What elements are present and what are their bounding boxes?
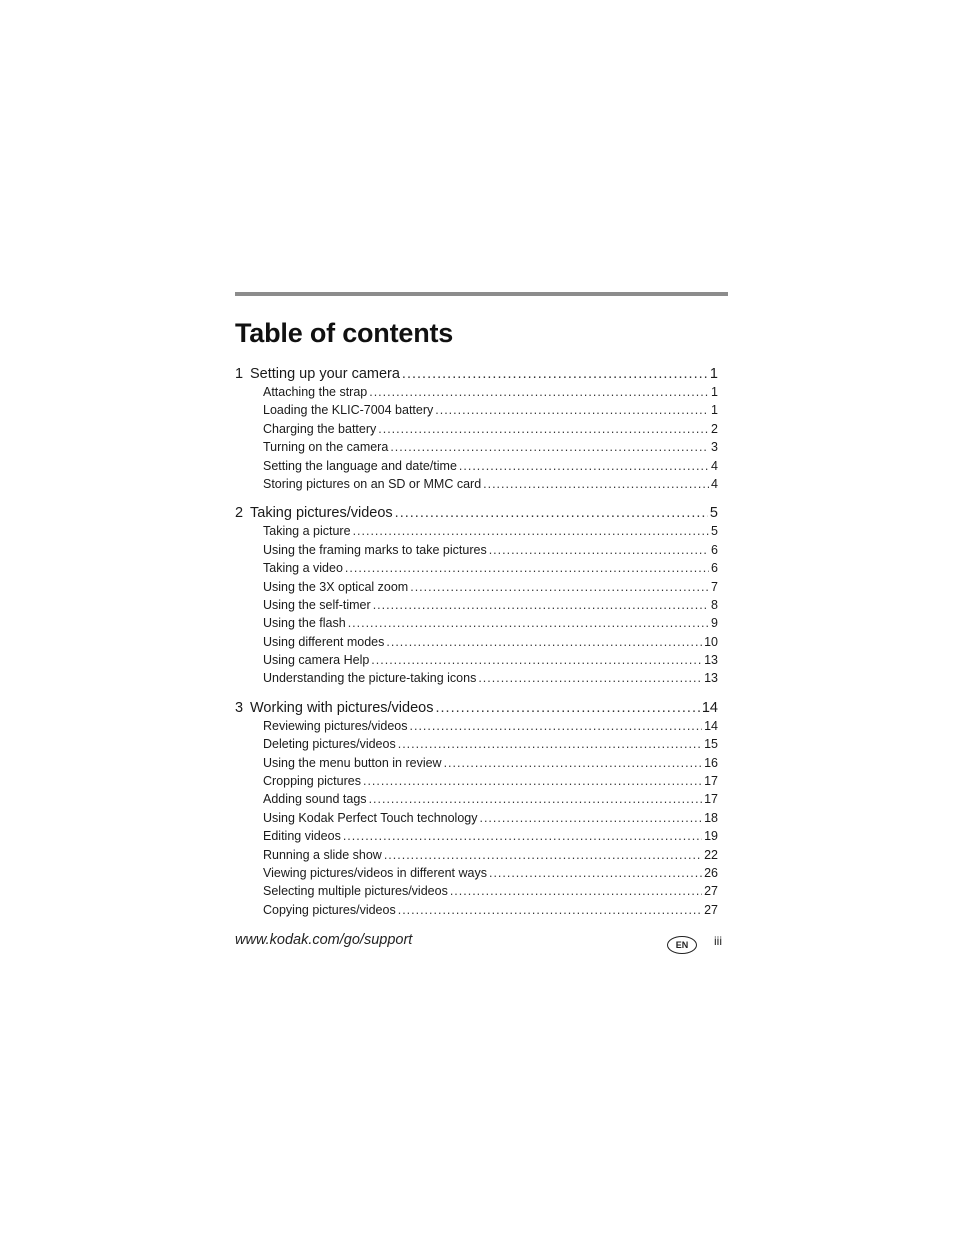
section-title: Selecting multiple pictures/videos [263, 884, 448, 899]
toc-section-entry[interactable] [235, 864, 718, 882]
dot-leader [384, 846, 702, 864]
dot-leader [378, 420, 709, 438]
section-page-number: 7 [711, 579, 718, 594]
toc-section-entry[interactable] [235, 614, 718, 632]
chapter-title: Taking pictures/videos [250, 505, 393, 522]
dot-leader [398, 901, 702, 919]
section-page-number: 26 [704, 865, 718, 880]
dot-leader [410, 717, 703, 735]
toc-chapter-entry[interactable] [235, 504, 718, 522]
section-title: Using the self-timer [263, 597, 371, 612]
section-title: Editing videos [263, 829, 341, 844]
section-title: Reviewing pictures/videos [263, 718, 408, 733]
toc-section-entry[interactable] [235, 457, 718, 475]
table-of-contents [235, 365, 718, 919]
toc-section-entry[interactable] [235, 541, 718, 559]
dot-leader [450, 882, 702, 900]
chapter-page-number: 5 [709, 505, 718, 522]
section-page-number: 22 [704, 847, 718, 862]
toc-section-entry[interactable] [235, 827, 718, 845]
section-page-number: 8 [711, 597, 718, 612]
dot-leader [410, 578, 709, 596]
top-divider [235, 292, 728, 296]
dot-leader [398, 735, 702, 753]
dot-leader [345, 559, 709, 577]
toc-chapter [235, 504, 718, 688]
toc-chapter-entry[interactable] [235, 699, 718, 717]
dot-leader [373, 596, 709, 614]
toc-section-entry[interactable] [235, 633, 718, 651]
section-title: Storing pictures on an SD or MMC card [263, 476, 482, 491]
chapter-number: 1 [235, 366, 244, 382]
section-title: Using different modes [263, 634, 385, 649]
toc-section-entry[interactable] [235, 901, 718, 919]
section-page-number: 13 [704, 671, 718, 686]
toc-section-entry[interactable] [235, 596, 718, 614]
section-title: Attaching the strap [263, 385, 368, 399]
dot-leader [363, 772, 702, 790]
section-title: Copying pictures/videos [263, 902, 396, 917]
section-title: Viewing pictures/videos in different ways [263, 865, 487, 880]
toc-section-entry[interactable] [235, 809, 718, 827]
section-page-number: 19 [704, 829, 718, 844]
dot-leader [478, 669, 702, 687]
toc-section-entry[interactable] [235, 772, 718, 790]
section-page-number: 1 [711, 403, 718, 418]
dot-leader [386, 633, 702, 651]
dot-leader [343, 827, 702, 845]
toc-section-entry[interactable] [235, 383, 718, 401]
toc-chapter-entry[interactable] [235, 365, 718, 383]
chapter-number: 3 [235, 699, 244, 716]
section-page-number: 18 [704, 810, 718, 825]
section-page-number: 13 [704, 653, 718, 668]
section-title: Running a slide show [263, 847, 382, 862]
section-page-number: 17 [704, 792, 718, 807]
toc-section-entry[interactable] [235, 438, 718, 456]
toc-section-entry[interactable] [235, 790, 718, 808]
dot-leader [348, 614, 709, 632]
section-title: Using Kodak Perfect Touch technology [263, 810, 478, 825]
section-title: Cropping pictures [263, 774, 361, 789]
dot-leader [489, 541, 709, 559]
section-page-number: 6 [711, 542, 718, 557]
dot-leader [435, 699, 699, 717]
support-url-link[interactable]: www.kodak.com/go/support [235, 932, 413, 948]
toc-section-entry[interactable] [235, 475, 718, 493]
dot-leader [371, 651, 702, 669]
dot-leader [395, 504, 708, 522]
toc-section-entry[interactable] [235, 559, 718, 577]
section-page-number: 14 [704, 718, 718, 733]
section-title: Taking a video [263, 561, 343, 576]
section-title: Using camera Help [263, 653, 370, 668]
toc-section-entry[interactable] [235, 669, 718, 687]
section-page-number: 10 [704, 634, 718, 649]
section-page-number: 15 [704, 737, 718, 752]
dot-leader [459, 457, 709, 475]
section-page-number: 4 [711, 458, 718, 473]
dot-leader [369, 383, 709, 401]
section-title: Adding sound tags [263, 792, 367, 807]
dot-leader [444, 754, 703, 772]
section-title: Using the flash [263, 616, 346, 631]
dot-leader [402, 365, 708, 383]
toc-section-entry[interactable] [235, 754, 718, 772]
dot-leader [479, 809, 702, 827]
toc-section-entry[interactable] [235, 882, 718, 900]
toc-section-entry[interactable] [235, 522, 718, 540]
toc-section-entry[interactable] [235, 578, 718, 596]
section-page-number: 17 [704, 774, 718, 789]
chapter-title: Setting up your camera [250, 366, 400, 382]
section-page-number: 16 [704, 755, 718, 770]
toc-chapter [235, 365, 718, 493]
toc-section-entry[interactable] [235, 651, 718, 669]
section-title: Turning on the camera [263, 440, 389, 455]
section-title: Using the framing marks to take pictures [263, 542, 487, 557]
section-page-number: 6 [711, 561, 718, 576]
section-title: Using the 3X optical zoom [263, 579, 409, 594]
section-title: Deleting pictures/videos [263, 737, 396, 752]
section-page-number: 27 [704, 884, 718, 899]
toc-section-entry[interactable] [235, 846, 718, 864]
chapter-title: Working with pictures/videos [250, 699, 434, 716]
dot-leader [390, 438, 709, 456]
toc-section-entry[interactable] [235, 717, 718, 735]
section-page-number: 5 [711, 524, 718, 539]
section-title: Taking a picture [263, 524, 351, 539]
page-number: iii [714, 934, 722, 948]
dot-leader [369, 790, 703, 808]
dot-leader [353, 522, 709, 540]
chapter-number: 2 [235, 505, 244, 522]
section-title: Using the menu button in review [263, 755, 442, 770]
toc-section-entry[interactable] [235, 420, 718, 438]
chapter-page-number: 1 [709, 366, 718, 382]
toc-section-entry[interactable] [235, 735, 718, 753]
section-page-number: 27 [704, 902, 718, 917]
dot-leader [435, 401, 709, 419]
chapter-page-number: 14 [701, 699, 718, 716]
dot-leader [489, 864, 702, 882]
page-footer [235, 932, 725, 956]
section-page-number: 9 [711, 616, 718, 631]
toc-chapter [235, 699, 718, 919]
section-title: Understanding the picture-taking icons [263, 671, 477, 686]
section-page-number: 2 [711, 421, 718, 436]
section-page-number: 1 [711, 385, 718, 399]
dot-leader [483, 475, 709, 493]
section-title: Setting the language and date/time [263, 458, 457, 473]
section-title: Charging the battery [263, 421, 377, 436]
section-page-number: 4 [711, 476, 718, 491]
toc-page [235, 292, 728, 930]
section-page-number: 3 [711, 440, 718, 455]
toc-section-entry[interactable] [235, 401, 718, 419]
section-title: Loading the KLIC-7004 battery [263, 403, 434, 418]
page-title: Table of contents [235, 318, 454, 348]
language-badge: EN [667, 936, 697, 954]
